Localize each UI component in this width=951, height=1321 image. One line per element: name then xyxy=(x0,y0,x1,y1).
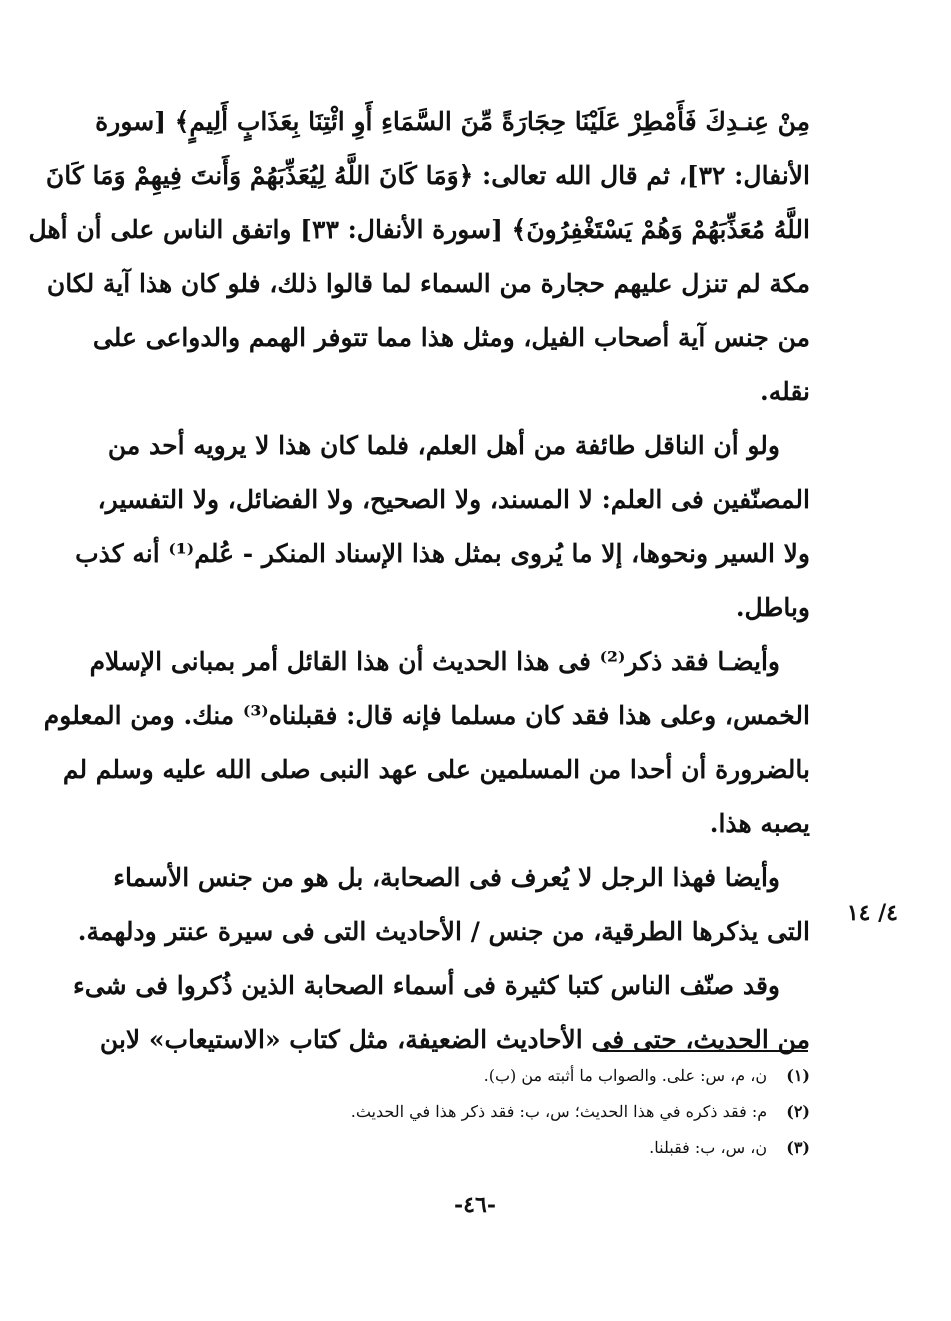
body-line: المصنّفين فى العلم: لا المسند، ولا الصحيح، ولا الفضائل، ولا التفسير، xyxy=(97,485,810,514)
footnote-number: (٣) xyxy=(786,1138,810,1157)
footnote-number: (١) xyxy=(786,1066,810,1085)
footnote xyxy=(100,1130,810,1166)
body-line: اللَّهُ مُعَذِّبَهُمْ وَهُمْ يَسْتَغْفِرُونَ﴾ [سورة الأنفال: ٣٣] واتفق الناس على أن أهل xyxy=(28,215,810,244)
body-line: وقد صنّف الناس كتبا كثيرة فى أسماء الصحابة الذين ذُكروا فى شىء xyxy=(73,971,780,1000)
footnotes xyxy=(100,1058,810,1166)
footnote-text: م: فقد ذكره في هذا الحديث؛ س، ب: فقد ذكر هذا في الحديث. xyxy=(350,1102,768,1121)
body-line: الأنفال: ٣٢]، ثم قال الله تعالى: ﴿وَمَا كَانَ اللَّهُ لِيُعَذِّبَهُمْ وَأَنتَ فِيهِمْ وَمَا كَانَ xyxy=(45,161,810,190)
footnote-text: ن، س، ب: فقبلنا. xyxy=(649,1138,768,1157)
footnote-number: (٢) xyxy=(786,1102,810,1121)
body-line: وأيضا فهذا الرجل لا يُعرف فى الصحابة، بل هو من جنس الأسماء xyxy=(113,863,780,892)
body-line: من الحديث، حتى فى الأحاديث الضعيفة، مثل كتاب «الاستيعاب» لابن xyxy=(99,1025,810,1054)
body-line: وباطل. xyxy=(735,593,810,622)
body-line: مكة لم تنزل عليهم حجارة من السماء لما قالوا ذلك، فلو كان هذا آية لكان xyxy=(46,269,810,298)
footnote-separator xyxy=(600,1050,808,1052)
body-line: يصبه هذا. xyxy=(709,809,810,838)
margin-reference: ٤/ ١٤ xyxy=(846,900,898,926)
body-line: مِنْ عِنـدِكَ فَأَمْطِرْ عَلَيْنَا حِجَارَةً مِّنَ السَّمَاءِ أَوِ ائْتِنَا بِعَذَابٍ أَلِيمٍ﴾ [سورة xyxy=(95,107,810,136)
footnote xyxy=(100,1058,810,1094)
body-line: ولا السير ونحوها، إلا ما يُروى بمثل هذا الإسناد المنكر - عُلم⁽¹⁾ أنه كذب xyxy=(75,539,810,568)
body-line: نقله. xyxy=(760,377,810,406)
footnote xyxy=(100,1094,810,1130)
body-line: ولو أن الناقل طائفة من أهل العلم، فلما كان هذا لا يرويه أحد من xyxy=(107,431,780,460)
body-line: بالضرورة أن أحدا من المسلمين على عهد النبى صلى الله عليه وسلم لم xyxy=(62,755,810,784)
body-line: من جنس آية أصحاب الفيل، ومثل هذا مما تتوفر الهمم والدواعى على xyxy=(92,323,810,352)
body-line: التى يذكرها الطرقية، من جنس / الأحاديث التى فى سيرة عنتر ودلهمة. xyxy=(77,917,810,946)
footnote-text: ن، م، س: على. والصواب ما أثبته من (ب). xyxy=(483,1066,768,1085)
body-line: الخمس، وعلى هذا فقد كان مسلما فإنه قال: فقبلناه⁽³⁾ منك. ومن المعلوم xyxy=(43,701,810,730)
page-number: -٤٦- xyxy=(454,1192,496,1218)
body-line: وأيضـا فقد ذكر⁽²⁾ فى هذا الحديث أن هذا القائل أمر بمبانى الإسلام xyxy=(89,647,780,676)
body-text xyxy=(28,95,810,1067)
